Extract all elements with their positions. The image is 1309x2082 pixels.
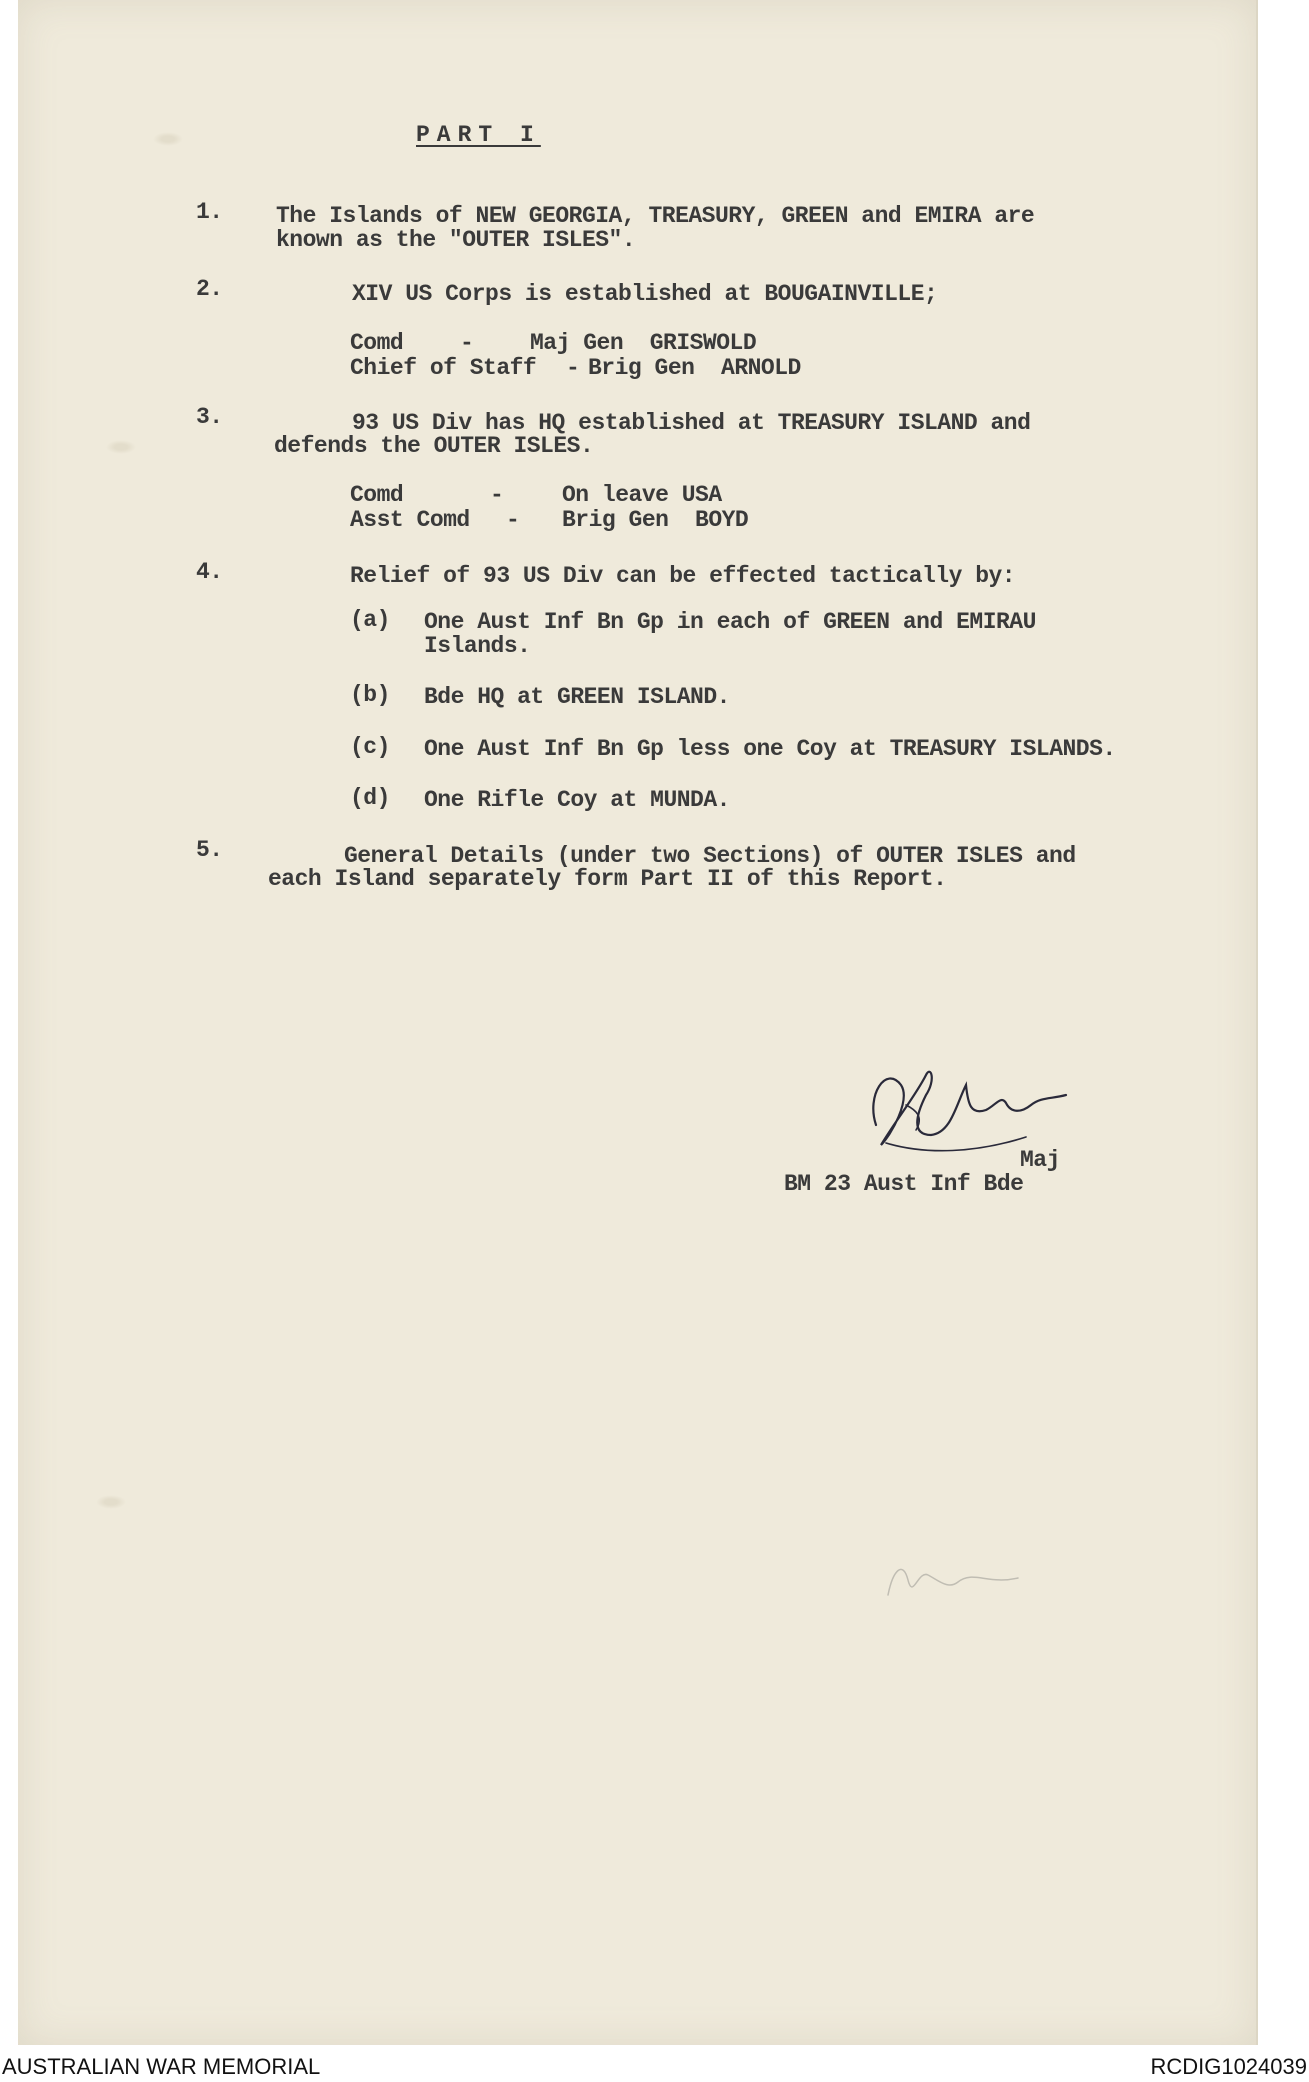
subitem-d-line-1: One Rifle Coy at MUNDA. [424,787,730,813]
subitem-b-line-1: Bde HQ at GREEN ISLAND. [424,684,730,710]
pinhole [106,440,136,454]
item-number: 1. [196,199,223,225]
subitem-a-line-1: One Aust Inf Bn Gp in each of GREEN and EMIRAU [424,609,1036,635]
signatory-rank: Maj [1020,1147,1060,1173]
subitem-a-line-2: Islands. [424,633,531,659]
detail-separator: - [506,507,520,533]
detail-label: Comd [350,482,404,508]
faint-signature-bleedthrough [878,1540,1028,1610]
pinhole [153,132,183,146]
detail-separator: - [490,482,504,508]
detail-separator: - [460,330,474,356]
signatory-appointment: BM 23 Aust Inf Bde [784,1171,1024,1197]
detail-value: On leave USA [562,482,722,508]
detail-label: Asst Comd [350,507,470,533]
item-3-line-2: defends the OUTER ISLES. [274,433,594,459]
handwritten-signature [856,1025,1076,1165]
subitem-label: (b) [350,682,390,708]
detail-value: Maj Gen GRISWOLD [530,330,757,356]
item-1-line-2: known as the "OUTER ISLES". [276,227,636,253]
subitem-label: (d) [350,785,390,811]
item-5-line-1: General Details (under two Sections) of OUTER ISLES and [344,843,1076,869]
subitem-c-line-1: One Aust Inf Bn Gp less one Coy at TREASURY ISLANDS. [424,736,1116,762]
document-page [18,0,1258,2045]
page-heading: PART I [416,122,541,148]
subitem-label: (a) [350,607,390,633]
item-number: 3. [196,404,223,430]
detail-value: Brig Gen BOYD [562,507,749,533]
detail-label: Chief of Staff [350,355,537,381]
item-1-line-1: The Islands of NEW GEORGIA, TREASURY, GREEN and EMIRA are [276,203,1035,229]
pinhole [96,1495,126,1509]
item-number: 5. [196,837,223,863]
item-number: 2. [196,276,223,302]
detail-label: Comd [350,330,404,356]
detail-separator: - [566,355,580,381]
subitem-label: (c) [350,734,390,760]
footer-record-id: RCDIG1024039 [1150,2054,1307,2079]
item-3-line-1: 93 US Div has HQ established at TREASURY ISLAND and [352,410,1031,436]
item-4-line-1: Relief of 93 US Div can be effected tactically by: [350,563,1016,589]
footer-source-label: AUSTRALIAN WAR MEMORIAL [2,2054,321,2079]
detail-value: Brig Gen ARNOLD [588,355,801,381]
item-5-line-2: each Island separately form Part II of this Report. [268,866,947,892]
item-2-line-1: XIV US Corps is established at BOUGAINVILLE; [352,281,938,307]
item-number: 4. [196,559,223,585]
